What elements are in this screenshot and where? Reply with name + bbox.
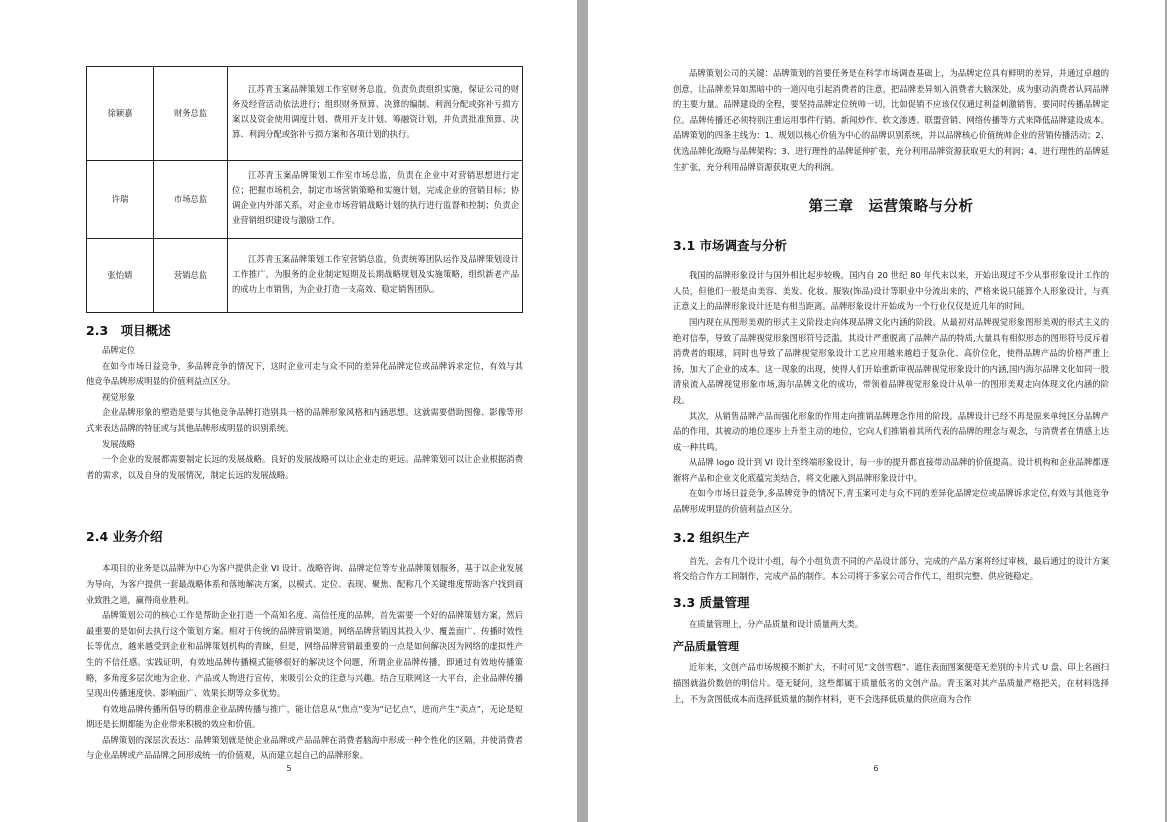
staff-name: 徐颖嘉: [87, 67, 154, 161]
paragraph: 近年来，文创产品市场规模不断扩大，不时可见“文创雪糕”、遮住表面图案便毫无差别的卡片式 U 盘、印上名画扫描图就溢价数倍的明信片。毫无疑问，这些都属于质量低劣的文创产品。青玉案对其产品质量严格把关，在材料选择上，不为贪图低成本而选择低质量的制作材料，更不会选择低质量的供应商为合作: [673, 662, 1109, 704]
subheading-visual-image: 视觉形象: [102, 391, 136, 402]
paragraph: 品牌策划的深层次表达：品牌策划就是使企业品牌或产品品牌在消费者脑海中形成一种个性化的区隔，并使消费者与企业品牌或产品品牌之间形成统一的价值观，从而建立起自己的品牌形象。: [86, 734, 523, 761]
page-number: 6: [873, 763, 879, 773]
table-row: [87, 239, 523, 313]
document-page-right: [588, 0, 1165, 822]
section-heading-3-3: 3.3 质量管理: [673, 594, 750, 610]
subheading-brand-positioning: 品牌定位: [102, 345, 136, 355]
paragraph: 一个企业的发展都需要制定长远的发展战略。良好的发展战略可以让企业走的更远。品牌策划可以让企业根据消费者的需求，以及自身的发展情况，制定长远的发展战略。: [86, 454, 523, 480]
section-heading-3-2: 3.2 组织生产: [673, 529, 750, 545]
paragraph: 品牌策划公司的关键：品牌策划的首要任务是在科学市场调查基础上，为品牌定位具有鲜明的差异，并通过卓越的创意，让品牌差异如黑暗中的一道闪电引起消费者的注意，把品牌差异刻入消费者大脑深处，成为驱动消费者认同品牌的主要力量。品牌建设的全程，要坚持品牌定位统帅一切，比如促销不应该仅仅通过利益刺激销售，要同时传播品牌定位。品牌传播还必须特别注重运用事件行销、新闻炒作、软文渗透、联盟营销、网络传播等方式来降低品牌建设成本。品牌策划的四条主线为：1、规划以核心价值为中心的品牌识别系统，并以品牌核心价值统帅企业的营销传播活动；2、优选品牌化战略与品牌架构；3、进行理性的品牌延伸扩张，充分利用品牌资源获取更大的利润；4、进行理性的品牌延生扩张，充分利用品牌资源获取更大的利润。: [673, 68, 1109, 172]
paragraph: 其次，从销售品牌产品而强化形象的作用走向推销品牌理念作用的阶段。品牌设计已经不再是原来单纯区分品牌产品的作用，其被动的地位逐步上升至主动的地位，它向人们推销着其所代表的品牌的理念与观念，与消费者在情感上达成一种共鸣。: [673, 410, 1109, 452]
document-page-left: [0, 0, 577, 822]
paragraph: 国内现在从图形美观的形式主义阶段走向体现品牌文化内涵的阶段。从最初对品牌视觉形象图形美观的形式主义的绝对信奉，导致了品牌视觉形象图形符号泛滥，其设计严重脱离了品牌产品的特质,大量具有相似形态的图形符号反斥着消费者的眼球，同时也导致了品牌视觉形象设计工艺应用越来越趋于复杂化、高价位化，使得品牌产品的价格严重上扬，加大了企业的成本。这一现象的出现，使得人们开始重新审视品牌视觉形象设计的内涵,国内海尔品牌文化如同一股清泉流入品牌视觉形象市场,海尔品牌文化的成功，带领着品牌视觉形象设计从单一的图形美观走向体现文化内涵的阶段。: [673, 316, 1109, 405]
table-row: [87, 161, 523, 239]
paragraph: 有效地品牌传播所倡导的精准企业品牌传播与推广，能让信息从“焦点”变为“记忆点”，进而产生“卖点”，无论是短期还是长期都能为企业带来积极的效应和价值。: [86, 703, 523, 730]
paragraph: 品牌策划公司的核心工作是帮助企业打造一个高知名度、高信任度的品牌，首先需要一个好的品牌策划方案，然后最重要的是如何去执行这个策划方案。相对于传统的品牌营销渠道，网络品牌营销因其投入少、覆盖面广、传播时效性长等优点，越来越受到企业和品牌策划机构的青睐，但是，网络品牌营销最重要的一点是如何解决因为网络的虚拟性产生的不信任感。实践证明，有效地品牌传播模式能够很好的解决这个问题，所谓企业品牌传播，即通过有效地传播策略，多角度多层次地为企业、产品或人物进行宣传，来吸引公众的注意与兴趣。结合互联网这一大平台，企业品牌传播呈现出传播速度快、影响面广、效果长期等众多优势。: [86, 610, 523, 699]
paragraph: 企业品牌形象的塑造是要与其他竞争品牌打造别具一格的品牌形象风格和内涵思想。这就需要借助图像、影像等形式来表达品牌的特征或与其他品牌形成明显的识别系统。: [86, 407, 523, 433]
staff-role: 财务总监: [154, 67, 228, 161]
paragraph: 首先，会有几个设计小组，每个小组负责不同的产品设计部分，完成的产品方案将经过审核，最后通过的设计方案将交给合作方工间制作，完成产品的制作。本公司将于多家公司合作代工，组织完整、供应链稳定。: [673, 555, 1109, 582]
staff-description: 江苏青玉案品牌策划工作室财务总监，负责负责组织实施，保证公司的财务及经营活动依法进行；组织财务预算、决算的编制、利润分配或弥补亏损方案以及资金使用调度计划、费用开支计划、筹融资计划，并负责批准预算、决算、利润分配或弥补亏损方案和各项计划的执行。: [228, 67, 523, 161]
staff-description: 江苏青玉案品牌策划工作室营销总监，负责统筹团队运作及品牌策划设计工作推广，为服务的企业制定短期及长期战略规划及实施策略，组织新老产品的成功上市销售，为企业打造一支高效、稳定销售团队。: [228, 239, 523, 313]
paragraph: 在如今市场日益竞争,多品牌竞争的情况下,青玉案可走与众不同的差异化品牌定位或品牌诉求定位,有效与其他竞争品牌形成明显的价值利益点区分。: [673, 488, 1109, 515]
section-heading-2-4: 2.4 业务介绍: [86, 529, 163, 545]
section-heading-2-3: 2.3 项目概述: [86, 323, 171, 338]
staff-name: 许瑞: [87, 161, 154, 239]
paragraph: 在质量管理上，分产品质量和设计质量两大类。: [689, 618, 864, 629]
page-left-content: [86, 66, 523, 764]
page-gutter: [577, 0, 588, 822]
section-heading-3-1: 3.1 市场调查与分析: [673, 238, 787, 254]
paragraph: 我国的品牌形象设计与国外相比起步较晚，国内自 20 世纪 80 年代末以来，开始出现过不少从事形象设计工作的人员，但他们一般是由美容、美发、化妆、服装(饰品)设计等职业中分流出来的，严格来说只能算个人形象设计，与真正意义上的品牌形象设计还是有相当距离。品牌形象设计开始成为一个行业仅仅是近几年的时间。: [673, 270, 1109, 312]
paragraph: 从品牌 logo 设计到 VI 设计至终端形象设计，每一步的提升都直接带动品牌的价值提高。设计机构和企业品牌都逐渐将产品和企业文化底蕴完美结合，将文化融入到品牌形象设计中。: [673, 457, 1109, 483]
page-right-content: [673, 66, 1109, 707]
subheading-product-quality: 产品质量管理: [673, 640, 739, 654]
paragraph: 本项目的业务是以品牌为中心为客户提供企业 VI 设计、战略咨询、品牌定位等专业品牌策划服务，基于以企业发展为导向，为客户提供一套最战略体系和落地解决方案，以模式、定位、表现、聚焦、配称几个关键维度帮助客户找到商业致胜之道，赢得商业胜利。: [86, 563, 523, 605]
paragraph: 在如今市场日益竞争，多品牌竞争的情况下，这时企业可走与众不同的差异化品牌定位或品牌诉求定位，有效与其他竞争品牌形成明显的价值利益点区分。: [86, 360, 523, 387]
staff-role: 市场总监: [154, 161, 228, 239]
staff-description: 江苏青玉案品牌策划工作室市场总监，负责在企业中对营销思想进行定位；把握市场机会，制定市场营销策略和实施计划，完成企业的营销目标；协调企业内外部关系，对企业市场营销战略计划的执行进行监督和控制；负责企业营销组织建设与激励工作。: [228, 161, 523, 239]
chapter-title: 第三章 运营策略与分析: [808, 199, 974, 216]
staff-name: 张怡婧: [87, 239, 154, 313]
page-number: 5: [286, 763, 292, 773]
subheading-development-strategy: 发展战略: [102, 438, 136, 449]
table-row: [87, 67, 523, 161]
staff-table: [86, 66, 523, 313]
staff-role: 营销总监: [154, 239, 228, 313]
